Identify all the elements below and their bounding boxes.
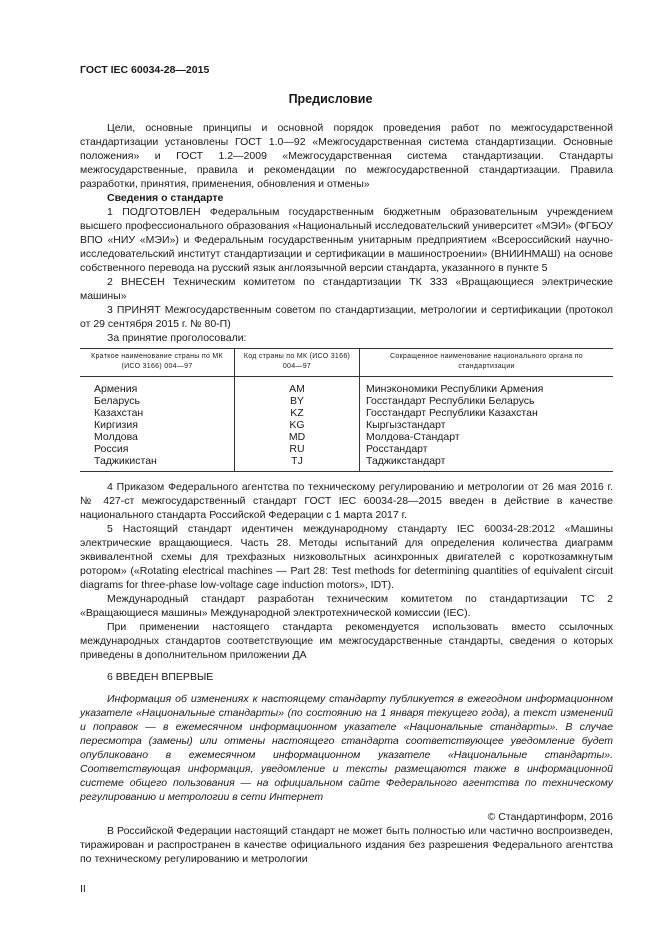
country-name: Молдова [94, 431, 138, 443]
country-code: MD [235, 431, 360, 443]
country-name: Таджикистан [80, 455, 235, 472]
country-code: TJ [235, 455, 360, 472]
item-3: 3 ПРИНЯТ Межгосударственным советом по стандартизации, метрологии и сертификации (протокол от 29 сентября 2015 г. № 80-П) [80, 304, 613, 330]
standards-body: Кыргызстандарт [360, 419, 614, 431]
page-title: Предисловие [288, 92, 373, 106]
table-row [80, 419, 613, 431]
country-name: Беларусь [94, 395, 140, 407]
country-code: BY [235, 395, 360, 407]
document-code: ГОСТ IEC 60034-28—2015 [80, 64, 210, 76]
item-2: 2 ВНЕСЕН Техническим комитетом по стандартизации ТК 333 «Вращающиеся электрические машины» [80, 276, 613, 302]
item-5-application: При применении настоящего стандарта рекомендуется использовать вместо ссылочных международных стандартов соответствующие им межгосударственные стандарты, сведения о которых приведены в дополнительном приложении ДА [80, 621, 613, 661]
country-code: KG [235, 419, 360, 431]
country-code: RU [235, 443, 360, 455]
item-5: 5 Настоящий стандарт идентичен международному стандарту IEC 60034-28:2012 «Машины электрические вращающиеся. Часть 28. Методы испытаний для определения количества диаграмм эквивалентной схемы для трехфазных низковольтных асинхронных двигателей с короткозамкнутым ротором» («Rotating electrical machines — Part 28: Test methods for determining quantities of equivalent circuit diagrams for three-phase low-voltage cage induction motors», IDT). [80, 523, 613, 591]
intro-paragraph: Цели, основные принципы и основной порядок проведения работ по межгосударственной стандартизации установлены ГОСТ 1.0—92 «Межгосударственная система стандартизации. Основные положения» и ГОСТ 1.2—2009 «Межгосударственная система стандартизации. Стандарты межгосударственные, правила и рекомендации по межгосударственной стандартизации. Правила разработки, принятия, применения, обновления и отмены» [80, 122, 613, 190]
page-number: II [80, 883, 86, 895]
item-6: 6 ВВЕДЕН ВПЕРВЫЕ [107, 671, 214, 683]
item-5-developer: Международный стандарт разработан техническим комитетом по стандартизации ТС 2 «Вращающиеся машины» Международной электротехнической комиссии (IEC). [80, 593, 613, 619]
info-heading: Сведения о стандарте [107, 192, 224, 204]
foreword-body [80, 121, 613, 866]
table-header-code: Код страны по МК (ИСО 3166) 004—97 [235, 349, 360, 377]
legal-notice: В Российской Федерации настоящий стандарт не может быть полностью или частично воспроизведен, тиражирован и распространен в качестве официального издания без разрешения Федерального агентства по техническому регулированию и метрологии [80, 825, 613, 865]
change-notice: Информация об изменениях к настоящему стандарту публикуется в ежегодном информационном указателе «Национальные стандарты» (по состоянию на 1 января текущего года), а текст изменений и поправок — в ежемесячном информационном указателе «Национальные стандарты». В случае пересмотра (замены) или отмены настоящего стандарта соответствующее уведомление будет опубликовано в ежемесячном информационном указателе «Национальные стандарты». Соответствующая информация, уведомление и тексты размещаются также в информационной системе общего пользования — на официальном сайте Федерального агентства по техническому регулированию и метрологии в сети Интернет [80, 693, 613, 803]
table-row [80, 443, 613, 455]
copyright: © Стандартинформ, 2016 [487, 811, 613, 823]
standards-body: Минэкономики Республики Армения [360, 377, 614, 396]
country-name: Армения [94, 383, 138, 395]
item-1: 1 ПОДГОТОВЛЕН Федеральным государственным бюджетным образовательным учреждением высшего профессионального образования «Национальный исследовательский университет «МЭИ» (ФГБОУ ВПО «НИУ «МЭИ») и Федеральным государственным унитарным предприятием «Всероссийский научно-исследовательский институт стандартизации и сертификации в машиностроении» (ВНИИНМАШ) на основе собственного перевода на русский язык англоязычной версии стандарта, указанного в пункте 5 [80, 206, 613, 274]
table-row [80, 407, 613, 419]
standards-body: Госстандарт Республики Беларусь [360, 395, 614, 407]
standards-body: Таджикстандарт [360, 455, 614, 472]
voting-countries-table [80, 348, 613, 472]
table-header-country: Краткое наименование страны по МК (ИСО 3166) 004—97 [80, 349, 235, 377]
table-row [80, 377, 613, 396]
table-row [80, 395, 613, 407]
country-name: Россия [94, 443, 129, 455]
standards-body: Молдова-Стандарт [360, 431, 614, 443]
standards-body: Госстандарт Республики Казахстан [360, 407, 614, 419]
table-row [80, 455, 613, 472]
table-row [80, 431, 613, 443]
table-header-body: Сокращенное наименование национального органа по стандартизации [360, 349, 614, 377]
country-name: Казахстан [94, 407, 144, 419]
item-4: 4 Приказом Федерального агентства по техническому регулированию и метрологии от 26 мая 2016 г. № 427-ст межгосударственный стандарт ГОСТ IEC 60034-28—2015 введен в действие в качестве национального стандарта Российской Федерации с 1 марта 2017 г. [80, 481, 613, 521]
country-code: KZ [235, 407, 360, 419]
country-code: AM [235, 377, 360, 396]
voted-label: За принятие проголосовали: [107, 332, 247, 344]
standards-body: Росстандарт [360, 443, 614, 455]
country-name: Киргизия [94, 419, 138, 431]
